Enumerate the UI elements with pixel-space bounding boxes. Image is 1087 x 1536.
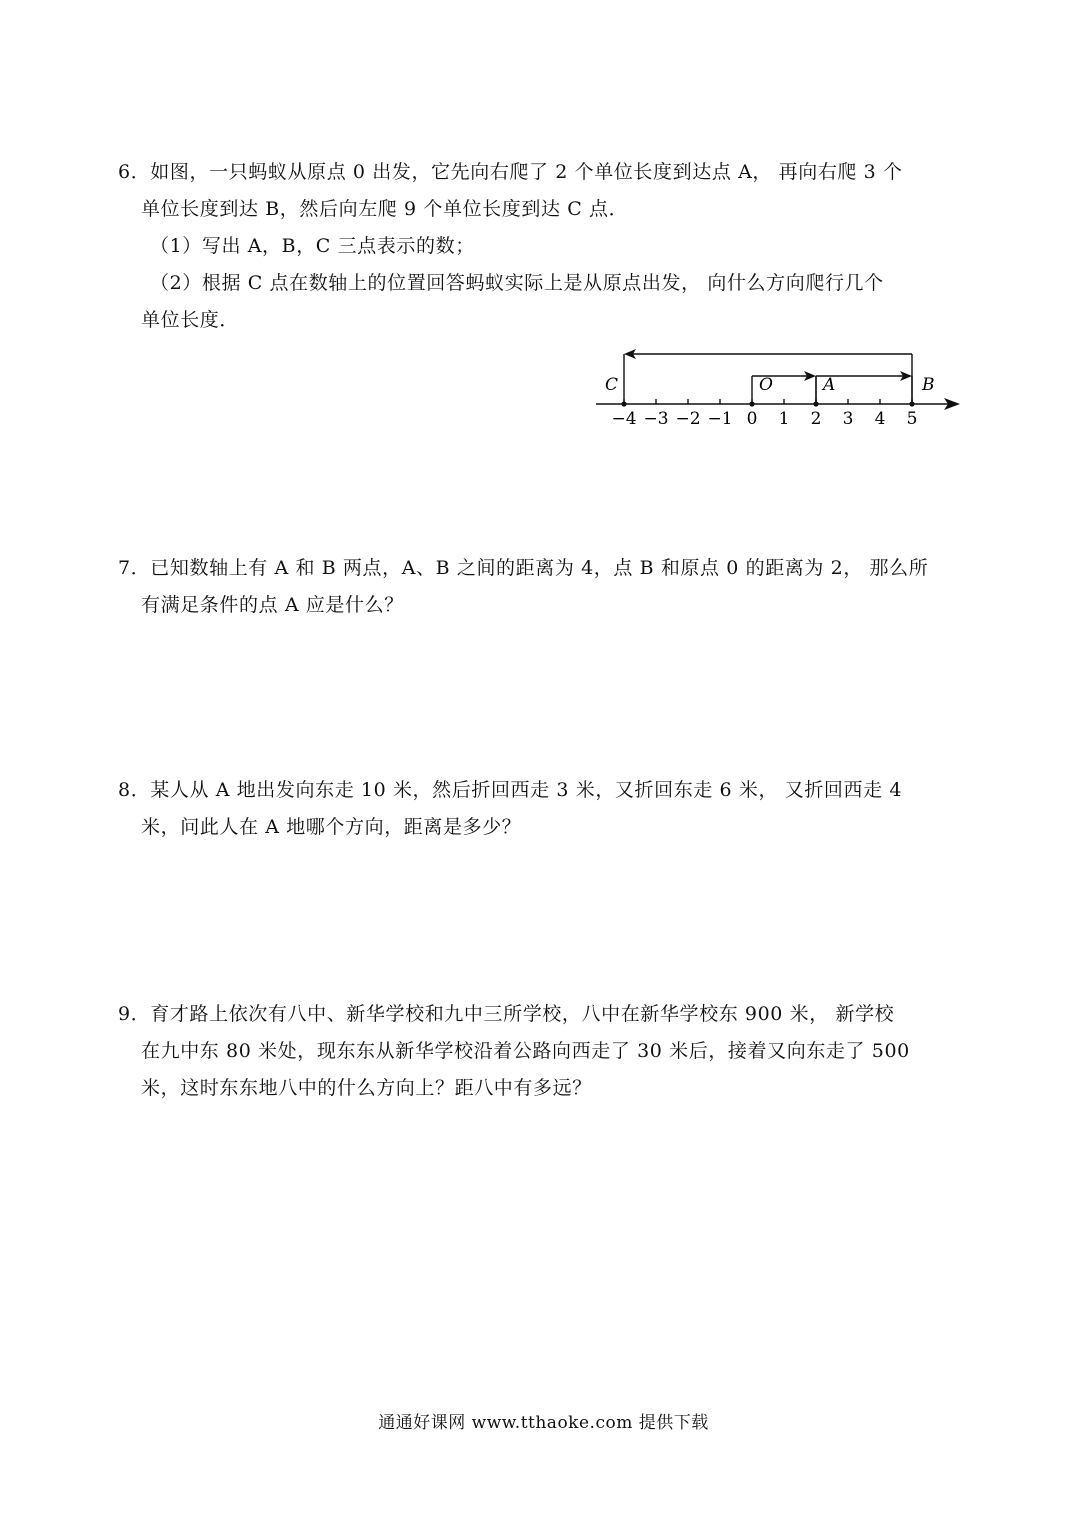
- q8-line-1: 8．某人从 A 地出发向东走 10 米，然后折回西走 3 米，又折回东走 6 米， 又折回西走 4: [118, 779, 903, 801]
- point-a-label: A: [823, 375, 836, 395]
- q6-line-2: 单位长度到达 B，然后向左爬 9 个单位长度到达 C 点．: [141, 198, 629, 220]
- q7-line-1: 7．已知数轴上有 A 和 B 两点，A、B 之间的距离为 4，点 B 和原点 0 的距离为 2， 那么所: [118, 557, 929, 579]
- point-b-label: B: [922, 375, 935, 395]
- tick-label: 2: [810, 409, 822, 429]
- tick-label: −2: [675, 409, 701, 429]
- q9-line-1: 9．育才路上依次有八中、新华学校和九中三所学校，八中在新华学校东 900 米， 新学校: [118, 1003, 895, 1025]
- tick-label: 4: [874, 409, 886, 429]
- q6-part-1: （1）写出 A，B，C 三点表示的数；: [150, 235, 475, 257]
- tick-label: 0: [746, 409, 758, 429]
- point-o-dot: [749, 401, 754, 406]
- point-c-dot: [621, 401, 626, 406]
- q7-line-2: 有满足条件的点 A 应是什么？: [141, 594, 404, 616]
- footer-credit: 通通好课网 www.tthaoke.com 提供下载: [378, 1413, 709, 1433]
- q6-part-2: （2）根据 C 点在数轴上的位置回答蚂蚁实际上是从原点出发， 向什么方向爬行几个: [150, 272, 884, 294]
- point-a-dot: [813, 401, 818, 406]
- point-o-label: O: [759, 375, 773, 395]
- q9-line-2: 在九中东 80 米处，现东东从新华学校沿着公路向西走了 30 米后，接着又向东走了 500: [141, 1040, 910, 1062]
- points-group: [605, 375, 935, 407]
- q8-line-2: 米，问此人在 A 地哪个方向，距离是多少？: [141, 816, 522, 838]
- point-b-dot: [909, 401, 914, 406]
- tick-label: −3: [643, 409, 669, 429]
- tick-label: −4: [611, 409, 637, 429]
- q6-line-5: 单位长度．: [141, 309, 240, 331]
- tick-label: 3: [842, 409, 854, 429]
- q9-line-3: 米，这时东东地八中的什么方向上？距八中有多远？: [141, 1077, 592, 1099]
- point-c-label: C: [604, 375, 618, 395]
- tick-label: 5: [906, 409, 918, 429]
- number-line-figure: [592, 340, 964, 444]
- tick-label: 1: [778, 409, 790, 429]
- q6-line-1: 6．如图，一只蚂蚁从原点 0 出发，它先向右爬了 2 个单位长度到达点 A， 再向右爬 3 个: [118, 161, 903, 183]
- tick-label: −1: [707, 409, 733, 429]
- number-line-svg: [592, 340, 964, 440]
